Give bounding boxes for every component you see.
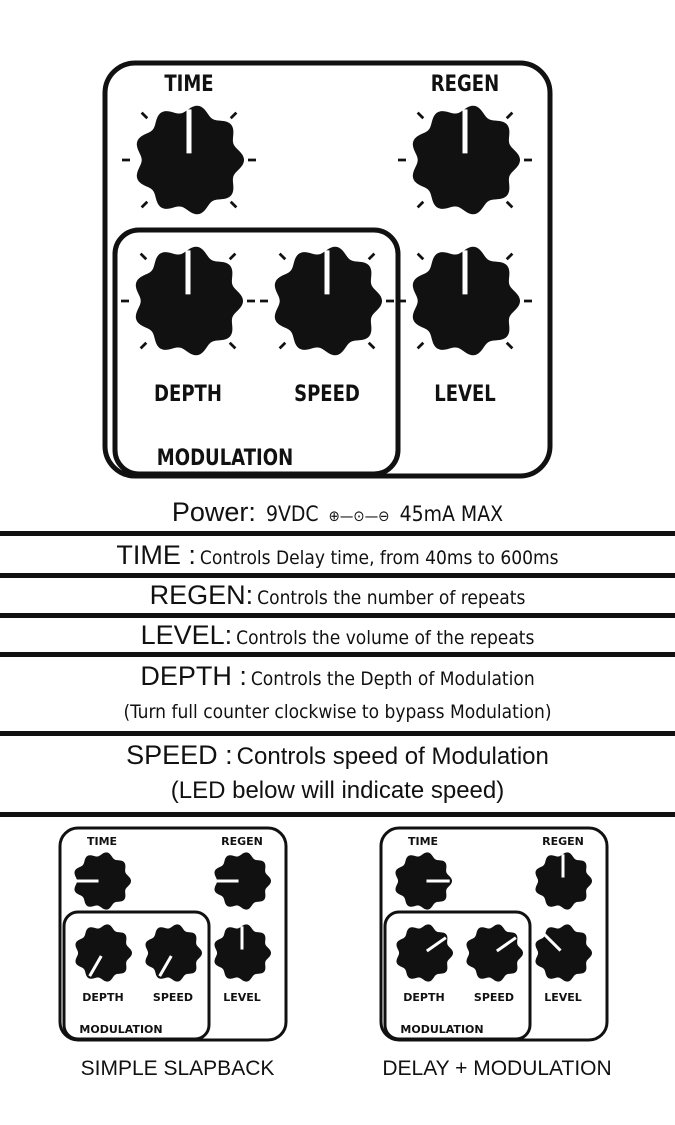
knob-body (75, 924, 132, 981)
preset-depth-label: DEPTH (82, 991, 124, 1004)
preset-caption-delay-modulation: DELAY + MODULATION (382, 1057, 612, 1080)
preset-time-label: TIME (86, 835, 118, 848)
preset-caption-slapback: SIMPLE SLAPBACK (80, 1057, 275, 1080)
preset-time-knob[interactable] (74, 852, 131, 909)
power-spec (0, 494, 675, 530)
preset-speed-knob[interactable] (145, 924, 202, 981)
scale-tick (418, 202, 424, 208)
preset-speed-knob[interactable] (466, 924, 523, 981)
level-label: LEVEL (434, 380, 496, 407)
preset-slapback (60, 828, 286, 1040)
preset-regen-label: REGEN (542, 835, 584, 848)
description-text: Controls Delay time, from 40ms to 600ms (199, 547, 559, 569)
power-label: Power: (171, 497, 256, 527)
scale-tick (369, 343, 375, 349)
preset-modulation-outline (64, 912, 209, 1039)
scale-tick (231, 113, 237, 119)
regen-knob[interactable] (398, 106, 532, 215)
preset-modulation-label: MODULATION (79, 1023, 163, 1036)
scale-tick (369, 254, 375, 260)
scale-tick (418, 254, 424, 260)
preset-level-label: LEVEL (544, 991, 582, 1004)
divider (0, 531, 675, 536)
dc-polarity-symbol: ⊕—⊙—⊖ (328, 507, 390, 525)
scale-tick (418, 343, 424, 349)
preset-regen-knob[interactable] (214, 852, 271, 909)
preset-level-knob[interactable] (214, 924, 271, 981)
description-key: LEVEL: (140, 620, 233, 650)
divider (0, 652, 675, 657)
scale-tick (141, 254, 147, 260)
depth-label: DEPTH (154, 380, 222, 407)
scale-tick (231, 202, 237, 208)
description-text: Controls the volume of the repeats (236, 627, 535, 649)
preset-speed-label: SPEED (473, 991, 515, 1004)
scale-tick (507, 254, 513, 260)
preset-depth-knob[interactable] (75, 924, 132, 981)
preset-depth-knob[interactable] (396, 924, 453, 981)
knob-body (145, 924, 202, 981)
level-knob[interactable] (398, 247, 532, 356)
divider (0, 731, 675, 736)
depth-knob[interactable] (121, 247, 255, 356)
preset-modulation-label: MODULATION (400, 1023, 484, 1036)
depth-description (0, 658, 675, 694)
scale-tick (507, 343, 513, 349)
speed-knob[interactable] (260, 247, 394, 356)
scale-tick (230, 343, 236, 349)
scale-tick (507, 202, 513, 208)
power-current: 45mA MAX (399, 502, 504, 526)
description-key: REGEN: (149, 580, 254, 610)
scale-tick (142, 202, 148, 208)
scale-tick (230, 254, 236, 260)
preset-regen-knob[interactable] (535, 852, 592, 909)
scale-tick (142, 113, 148, 119)
time-knob[interactable] (122, 106, 256, 215)
divider (0, 812, 675, 817)
preset-regen-label: REGEN (221, 835, 263, 848)
preset-delay-modulation (381, 828, 607, 1040)
time-description (0, 537, 675, 573)
description-text: Controls speed of Modulation (236, 743, 549, 770)
scale-tick (280, 343, 286, 349)
regen-description (0, 578, 675, 613)
preset-diagrams (0, 820, 675, 1050)
description-key: SPEED : (126, 740, 233, 770)
time-label: TIME (164, 70, 214, 97)
depth-description-note: (Turn full counter clockwise to bypass Modulation) (123, 701, 552, 723)
preset-level-knob[interactable] (535, 924, 592, 981)
description-text: Controls the Depth of Modulation (250, 668, 535, 690)
description-text: Controls the number of repeats (257, 587, 526, 609)
modulation-label: MODULATION (156, 444, 294, 471)
preset-modulation-outline (385, 912, 530, 1039)
main-control-diagram (0, 0, 675, 490)
description-key: TIME : (116, 540, 196, 570)
scale-tick (418, 113, 424, 119)
regen-label: REGEN (430, 70, 500, 97)
scale-tick (141, 343, 147, 349)
preset-time-knob[interactable] (395, 852, 452, 909)
knob-body (396, 924, 453, 981)
scale-tick (507, 113, 513, 119)
preset-speed-label: SPEED (152, 991, 194, 1004)
preset-depth-label: DEPTH (403, 991, 445, 1004)
level-description (0, 618, 675, 652)
description-key: DEPTH : (140, 661, 247, 691)
speed-label: SPEED (294, 380, 360, 407)
speed-description (0, 737, 675, 773)
knob-body (466, 924, 523, 981)
knob-body (535, 924, 592, 981)
power-voltage: 9VDC (265, 502, 319, 526)
scale-tick (280, 254, 286, 260)
preset-level-label: LEVEL (223, 991, 261, 1004)
speed-description-note: (LED below will indicate speed) (170, 777, 505, 804)
preset-time-label: TIME (407, 835, 439, 848)
